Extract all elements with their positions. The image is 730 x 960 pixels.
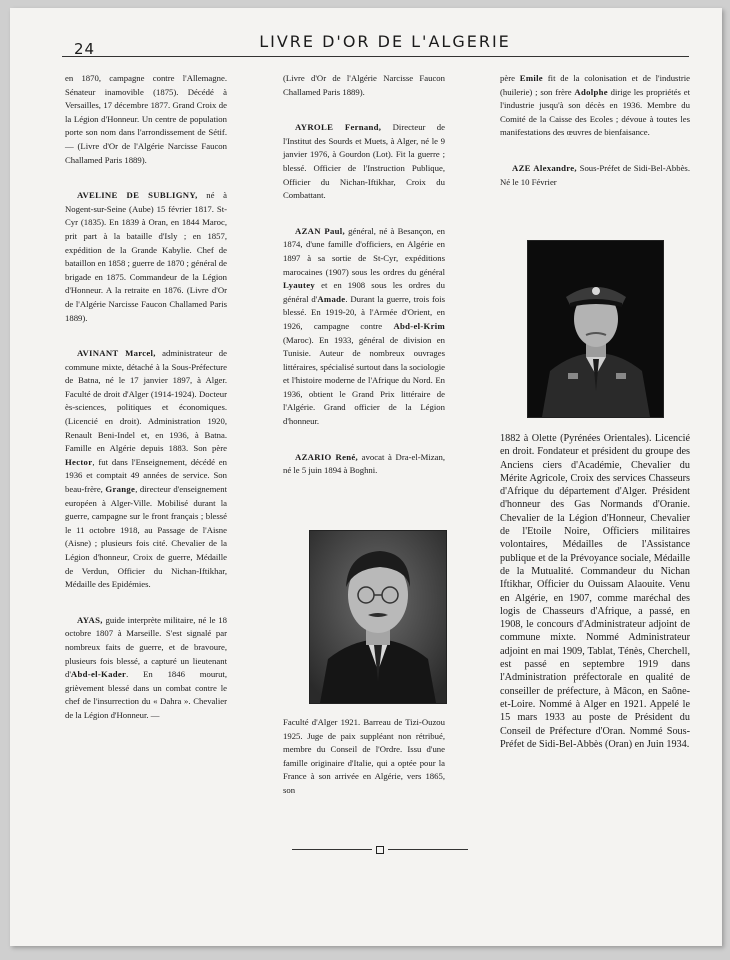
bold-name: Abd-el-Kader (70, 669, 127, 680)
entry-text: avocat à Dra-el-Mizan, né le 5 juin 1894 à Boghni. (283, 451, 445, 476)
entry-text: guide interprète militaire, né le 18 octobre 1807 à Marseille. S'est signalé par nombreux faits de guerre, et de bravoure, plusieurs fois blessé, a capturé un lieutenant d' (65, 614, 227, 680)
running-title: LIVRE D'OR DE L'ALGERIE (259, 32, 511, 51)
entry-continuation (500, 72, 690, 140)
column-3 (500, 72, 690, 211)
entry-text: . Durant la guerre, trois fois blessé. En 1919-20, à l'Armée d'Orient, en 1926, campagne contre (283, 293, 445, 331)
ornament-square (376, 846, 384, 854)
portrait-photo-aze (527, 240, 664, 418)
entry-name: AVELINE DE SUBLIGNY, (77, 190, 198, 201)
column-1 (65, 72, 227, 745)
entry-text: dirige les propriétés et l'industrie jusqu'à son décès en 1936. Membre du Comité de la Caisse des Ecoles ; dévoue à toutes les manifestations des œuvres de bienfaisance. (500, 86, 690, 138)
entry-avinant (65, 347, 227, 592)
bold-name: Lyautey (283, 280, 316, 291)
bold-name: Hector (65, 456, 93, 467)
header-rule (62, 56, 689, 57)
end-ornament (292, 846, 468, 854)
entry-name: AZARIO René, (295, 451, 359, 462)
page-number: 24 (74, 40, 96, 58)
entry-name: AYROLE Fernand, (295, 122, 382, 133)
entry-text: (Maroc). En 1933, général de division en Tunisie. Auteur de nombreux ouvrages littéraires, spécialisé surtout dans la sociologie et l'histoire moderne de l'Afrique du Nord. En 1936, obtient le Grand Prix littéraire de l'Algérie. Grand officier de la Légion d'honneur. (283, 334, 445, 427)
entry-text: , fut dans l'Enseignement, décédé en 1936 et comptait 49 années de service. Son beau-frère, (65, 456, 227, 495)
entry-continuation: (Livre d'Or de l'Algérie Narcisse Faucon Challamed Paris 1889). (283, 73, 445, 97)
entry-text: . En 1846 mourut, grièvement blessé dans un combat contre le chef de l'insurrection du « Dahra ». Chevalier de la Légion d'Honneur. — (65, 669, 227, 720)
bold-name: Amade (317, 293, 346, 304)
entry-text: , directeur d'enseignement européen à Alger-Ville. Mobilisé durant la guerre, campagne sur le front français ; blessé le 11 octobre 1918, au Passage de l'Aisne (Aisne) ; plusieurs fois cité. Chevalier de la Légion d'honneur, Croix de guerre, Médaille de Verdun, Officier du Nichan-Iftikhar, Médaille des Epidémies. (65, 484, 228, 590)
column-2 (283, 72, 445, 500)
entry-ayas (65, 614, 227, 723)
ornament-line-right (388, 849, 468, 850)
entry-text: et en 1908 sous les ordres du général d' (283, 280, 445, 304)
entry-name: AVINANT Marcel, (77, 348, 156, 359)
entry-ayrole (283, 121, 445, 203)
entry-aveline (65, 189, 227, 325)
entry-name: AZE Alexandre, (512, 162, 577, 173)
portrait-photo-azario (309, 530, 447, 704)
column-3-continued (500, 432, 690, 751)
entry-name: AYAS, (77, 614, 103, 625)
bold-name: Abd-el-Krim (393, 320, 445, 331)
bold-name: Adolphe (574, 86, 608, 97)
entry-text: Sous-Préfet de Sidi-Bel-Abbès. Né le 10 Février (500, 162, 690, 187)
entry-continuation: en 1870, campagne contre l'Allemagne. Sénateur inamovible (1875). Décédé à Versailles, 17 décembre 1877. Grand Croix de la Légion d'Honneur. Un centre de population porte son nom dans l'arrondissement de Sétif. — (Livre d'Or de l'Algérie Narcisse Faucon Challamed Paris 1889). (65, 73, 227, 165)
entry-text: général, né à Besançon, en 1874, d'une famille d'officiers, en Algérie en 1897 à sa sortie de St-Cyr, expéditions marocaines (1907) sous les ordres du général (283, 225, 446, 277)
entry-text: Directeur de l'Institut des Sourds et Muets, à Alger, né le 9 janvier 1976, à Gourdon (Lot). Fit la guerre ; blessé. Officier de l'Instruction Publique, Officier du Nichan-Iftikhar, Croix du Combattant. (283, 122, 445, 201)
entry-text: fit de la colonisation et de l'industrie (huilerie) ; son frère (500, 73, 690, 97)
entry-text: né à Nogent-sur-Seine (Aube) 15 février 1817. St-Cyr (1835). En 1839 à Oran, en 1844 Maroc, prit part à la bataille d'Isly ; en 1857, expédition de la Grande Kabylie. Chef de bataillon en 1858 ; guerre de 1870 ; général de brigade en 1875. Commandeur de la Légion d'Honneur. A la retraite en 1876. (Livre d'Or de l'Algérie Narcisse Faucon Challamed Paris 1889). (65, 190, 227, 323)
entry-continuation: Faculté d'Alger 1921. Barreau de Tizi-Ouzou 1925. Juge de paix suppléant non rétribué, membre du Conseil de l'Ordre. Issu d'une famille originaire d'Italie, qui a optée pour la France à son arrivée en Algérie, vers 1865, son (283, 717, 445, 795)
entry-azan (283, 225, 445, 429)
entry-aze (500, 162, 690, 189)
entry-text: père (500, 73, 520, 83)
entry-text: administrateur de commune mixte, détaché à la Sous-Préfecture de Batna, né le 17 janvier 1897, à Alger. Faculté de droit d'Alger (1914-1924). Docteur ès-sciences, politiques et économiques. (Licencié en droit). Administration 1920, Renault Beni-Indel et, en 1936, à Batna. Famille en Algérie depuis 1883. Son père (65, 348, 227, 454)
entry-azario (283, 451, 445, 478)
entry-name: AZAN Paul, (295, 225, 345, 236)
entry-continuation: 1882 à Olette (Pyrénées Orientales). Licencié en droit. Fondateur et président du groupe des Anciens ciers d'Académie, Chevalier du Mérite Agricole, Croix des services Chasseurs d'Afrique du département d'Alger. Président d'honneur des Gas Normands d'Oranie. Chevalier de la Légion d'Honneur, Chevalier de l'Etoile Noire, Officiers militaires volontaires, Médailles de l'Assistance publique et de la Prévoyance sociale, Médaille de la Mutualité. Commandeur du Nichan Iftikhar, Officier du Ouissam Alaouite. Venu en Algérie, en 1907, comme maréchal des logis de Chasseurs d'Afrique, a passé, en 1908, le concours d'Administrateur adjoint de commune mixte. Nommé Administrateur adjoint en mai 1909, Tablat, Ténès, Cherchell, est passé en septembre 1919 dans l'Administration préfectorale en qualité de conseiller de préfecture, à Mâcon, en Saône-et-Loire. Nommé à Alger en 1921. Appelé le 15 mars 1933 au poste de Président du Conseil de Préfecture d'Oran. Nommé Sous-Préfet de Sidi-Bel-Abbès (Oran) en Juin 1934. (500, 433, 690, 750)
column-2-continued (283, 716, 445, 798)
ornament-line-left (292, 849, 372, 850)
bold-name: Emile (519, 73, 543, 83)
bold-name: Grange (105, 484, 136, 495)
